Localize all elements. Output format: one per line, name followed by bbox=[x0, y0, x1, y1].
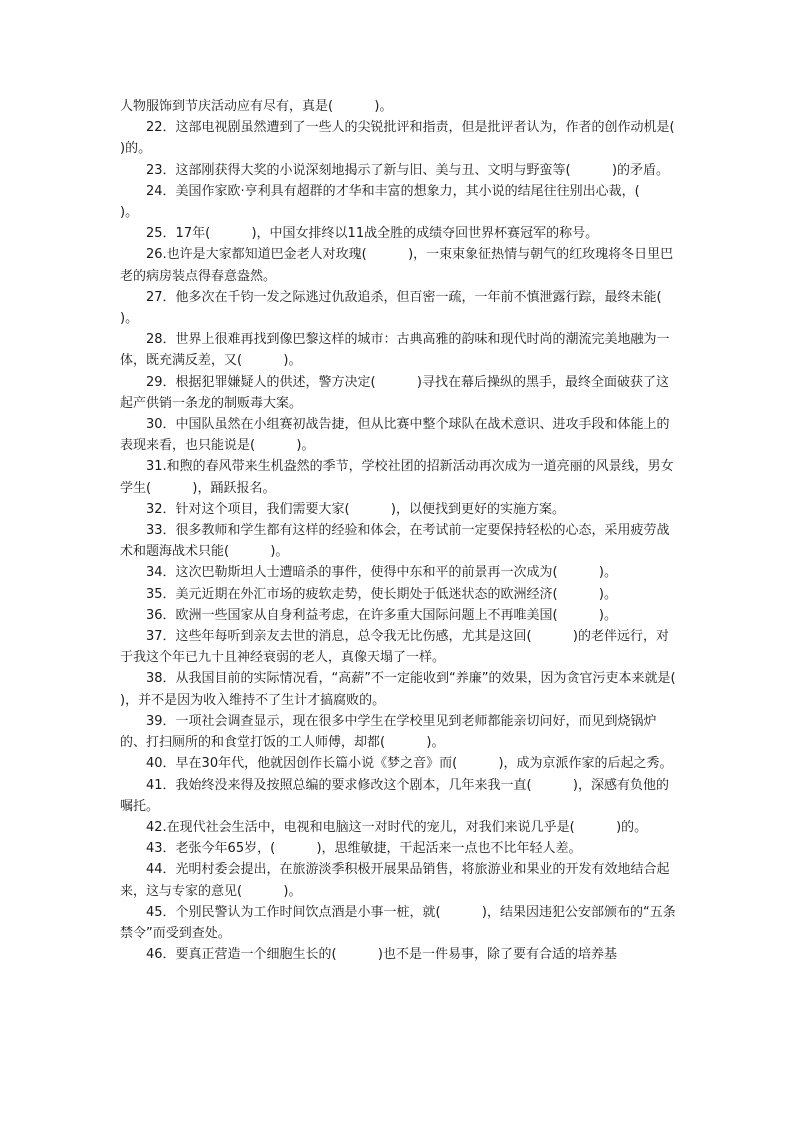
document-page bbox=[120, 96, 717, 965]
question-item: 25．17年( )，中国女排终以11战全胜的成绩夺回世界杯赛冠军的称号。 bbox=[146, 226, 599, 242]
question-item: 29．根据犯罪嫌疑人的供述，警方决定( )寻找在幕后操纵的黑手，最终全面破获了这起产供销一条龙的制贩毒大案。 bbox=[120, 374, 670, 411]
question-item: 37．这些年每听到亲友去世的消息，总令我无比伤感，尤其是这回( )的老伴远行，对于我这个年已九十且神经衰弱的老人，真像天塌了一样。 bbox=[120, 629, 670, 666]
question-item: 人物服饰到节庆活动应有尽有，真是( )。 bbox=[120, 99, 393, 114]
question-item: 44．光明村委会提出，在旅游淡季积极开展果品销售，将旅游业和果业的开发有效地结合起来，这与专家的意见( )。 bbox=[120, 862, 670, 899]
question-list bbox=[120, 96, 717, 965]
question-item: 42.在现代社会生活中，电视和电脑这一对时代的宠儿，对我们来说几乎是( )的。 bbox=[146, 819, 648, 835]
question-item: 46．要真正营造一个细胞生长的( )也不是一件易事，除了要有合适的培养基 bbox=[146, 947, 618, 963]
question-item: 43．老张今年65岁，( )，思维敏捷，干起活来一点也不比年轻人差。 bbox=[146, 841, 582, 857]
question-item: 27．他多次在千钧一发之际逃过仇敌追杀，但百密一疏，一年前不慎泄露行踪，最终未能( )。 bbox=[120, 289, 703, 327]
question-item: 24．美国作家欧·亨利具有超群的才华和丰富的想象力，其小说的结尾往往别出心裁，( )。 bbox=[120, 183, 682, 221]
question-item: 28．世界上很难再找到像巴黎这样的城市：古典高雅的韵味和现代时尚的潮流完美地融为一体，既充满反差，又( )。 bbox=[120, 332, 670, 369]
question-item: 36．欧洲一些国家从自身利益考虑，在许多重大国际问题上不再唯美国( )。 bbox=[146, 607, 618, 623]
question-item: 32．针对这个项目，我们需要大家( )，以便找到更好的实施方案。 bbox=[146, 501, 566, 517]
question-item: 40．早在30年代，他就因创作长篇小说《梦之音》而( )，成为京派作家的后起之秀。 bbox=[146, 756, 673, 772]
question-item: 35．美元近期在外汇市场的疲软走势，使长期处于低迷状态的欧洲经济( )。 bbox=[146, 586, 618, 602]
question-item: 30．中国队虽然在小组赛初战告捷，但从比赛中整个球队在战术意识、进攻手段和体能上的表现来看，也只能说是( )。 bbox=[120, 417, 670, 454]
question-item: 45．个别民警认为工作时间饮点酒是小事一桩，就( )，结果因违犯公安部颁布的“五条禁令”而受到查处。 bbox=[120, 904, 676, 941]
question-item: 31.和煦的春风带来生机盎然的季节，学校社团的招新活动再次成为一道亮丽的风景线，男女学生( )，踊跃报名。 bbox=[120, 459, 674, 496]
question-item: 33．很多教师和学生都有这样的经验和体会，在考试前一定要保持轻松的心态，采用疲劳战术和题海战术只能( )。 bbox=[120, 523, 670, 560]
question-item: 39．一项社会调查显示，现在很多中学生在学校里见到老师都能亲切问好，而见到烧锅炉的、打扫厕所的和食堂打饭的工人师傅，却都( )。 bbox=[120, 713, 657, 751]
question-item: 41．我始终没来得及按照总编的要求修改这个剧本，几年来我一直( )，深感有负他的嘱托。 bbox=[120, 777, 670, 814]
question-item: 23．这部刚获得大奖的小说深刻地揭示了新与旧、美与丑、文明与野蛮等( )的矛盾。 bbox=[146, 162, 670, 178]
question-item: 38．从我国目前的实际情况看，“高薪”不一定能收到“养廉”的效果，因为贪官污吏本来就是( )，并不是因为收入维持不了生计才搞腐败的。 bbox=[120, 671, 717, 708]
question-item: 34．这次巴勒斯坦人士遭暗杀的事件，使得中东和平的前景再一次成为( )。 bbox=[146, 565, 618, 581]
question-item: 22．这部电视剧虽然遭到了一些人的尖锐批评和指责，但是批评者认为，作者的创作动机是( )的。 bbox=[120, 120, 716, 157]
question-item: 26.也许是大家都知道巴金老人对玫瑰( )，一束束象征热情与朝气的红玫瑰将冬日里巴老的病房装点得春意盎然。 bbox=[120, 247, 674, 284]
